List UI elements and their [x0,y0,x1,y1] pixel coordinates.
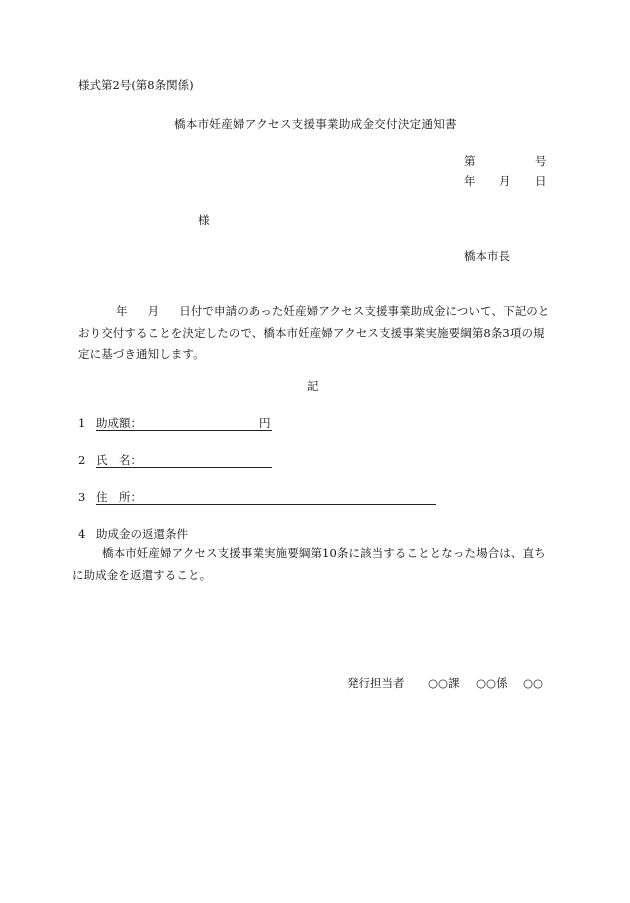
item3-label: 住 所： [96,490,142,504]
item2-number: 2 [78,453,86,467]
document-title: 橋本市妊産婦アクセス支援事業助成金交付決定通知書 [174,117,457,131]
ki-heading: 記 [307,379,319,393]
footer-subsection: ○○係 [476,676,508,690]
doc-date-day: 日 [535,174,547,188]
item2-label: 氏 名： [96,453,142,467]
doc-number-dai: 第 [464,154,476,168]
doc-date-month: 月 [499,174,511,188]
item3-number: 3 [78,490,86,504]
item2-underline [96,467,272,468]
footer-person: ○○ [523,676,544,690]
recipient-suffix: 様 [198,213,210,227]
doc-date-year: 年 [464,174,476,188]
item4-label: 助成金の返還条件 [96,527,188,541]
footer-section: ○○課 [428,676,460,690]
body-text: 日付で申請のあった妊産婦アクセス支援事業助成金について、下記のとおり交付することを決定したので、橋本市妊産婦アクセス支援事業実施要綱第8条3項の規定に基づき通知します。 [78,304,550,361]
body-paragraph [78,301,550,366]
form-label: 様式第2号(第8条関係) [78,78,194,92]
item3-underline [96,504,436,505]
item1-underline [96,430,272,431]
doc-number-go: 号 [535,154,547,168]
item1-number: 1 [78,416,86,430]
body-month: 月 [147,304,160,318]
footer-label: 発行担当者 [347,676,405,690]
issuer: 橋本市長 [464,249,510,263]
item1-label: 助成額： [96,416,142,430]
item4-number: 4 [78,527,86,541]
item1-unit: 円 [259,416,271,430]
item4-text: 橋本市妊産婦アクセス支援事業実施要綱第10条に該当することとなった場合は、直ちに助成金を返還すること。 [72,546,546,582]
body-year: 年 [116,304,128,318]
